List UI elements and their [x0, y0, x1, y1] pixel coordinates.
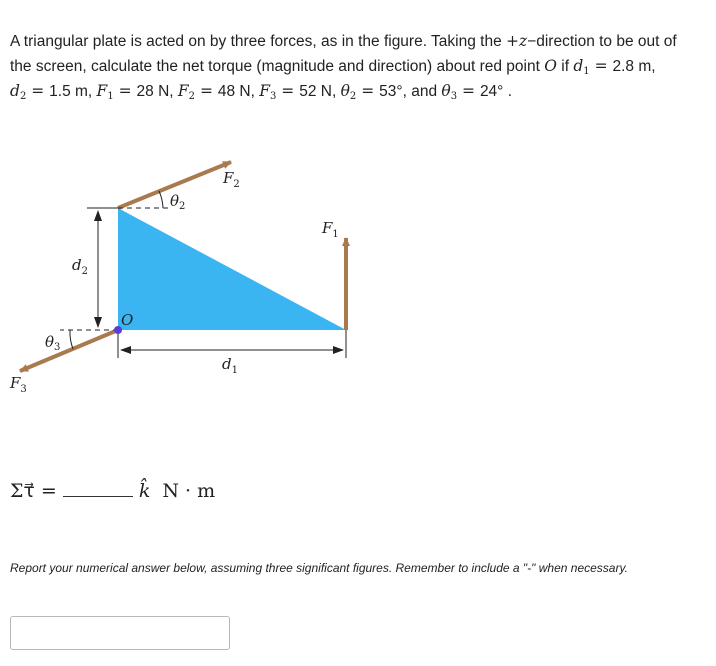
d1-symbol: d	[573, 57, 584, 75]
f2-symbol: F	[177, 82, 189, 100]
k-hat-unit-vector: k̂	[138, 480, 151, 502]
theta2-subscript: 2	[349, 91, 357, 102]
force-diagram	[0, 150, 716, 410]
net-torque-expression	[10, 478, 215, 502]
f1-value: 28 N,	[136, 83, 178, 100]
z-direction-symbol: +z	[506, 32, 528, 50]
problem-line-3	[10, 79, 710, 104]
d2-subscript: 2	[19, 91, 27, 102]
d1-subscript: 1	[583, 66, 590, 77]
problem-statement	[10, 29, 710, 104]
problem-text: .	[503, 83, 513, 100]
point-o-label: O	[121, 311, 134, 329]
answer-blank	[63, 478, 133, 497]
problem-text: A triangular plate is acted on by three forces, as in the figure. Taking the	[10, 33, 507, 50]
d2-label: $d_2$	[72, 256, 88, 277]
f2-value: 48 N,	[217, 83, 260, 100]
f1-symbol: F	[96, 82, 108, 100]
d2-symbol: d	[10, 82, 20, 100]
equals: =	[589, 57, 613, 75]
theta3-arc	[70, 330, 73, 349]
problem-text: if	[556, 58, 574, 75]
theta2-arc	[159, 191, 163, 208]
f1-label: $F_1$	[322, 219, 339, 240]
units-label: N · m	[162, 480, 216, 502]
point-o-symbol: O	[544, 57, 557, 75]
sigma-tau-label: Στ⃗ =	[10, 480, 57, 502]
answer-input[interactable]	[10, 616, 230, 650]
problem-text: −direction to be out of	[527, 33, 677, 50]
equals: =	[276, 82, 300, 100]
theta3-value: 24°	[479, 83, 504, 100]
theta3-label: $\theta_3$	[45, 333, 61, 353]
problem-line-2	[10, 54, 710, 79]
f3-label: $F_3$	[10, 374, 27, 395]
force-f3-arrow	[20, 330, 118, 371]
f3-value: 52 N,	[299, 83, 341, 100]
theta2-label: $\theta_2$	[170, 192, 186, 212]
equals: =	[113, 82, 137, 100]
d1-value: 2.8 m,	[612, 58, 656, 75]
f3-symbol: F	[259, 82, 270, 100]
theta2-value: 53°	[379, 83, 403, 100]
f3-subscript: 3	[270, 91, 277, 102]
problem-line-1	[10, 29, 710, 54]
d2-value: 1.5 m,	[49, 83, 97, 100]
report-instructions: Report your numerical answer below, assuming three significant figures. Remember to include a "-" when necessary.	[10, 561, 628, 575]
theta3-symbol: θ	[441, 82, 451, 100]
d1-label: $d_1$	[222, 355, 238, 376]
equals: =	[457, 82, 480, 100]
theta2-symbol: θ	[340, 82, 350, 100]
f2-label: $F_2$	[223, 169, 240, 190]
problem-text: the screen, calculate the net torque (magnitude and direction) about red point	[10, 58, 545, 75]
f1-subscript: 1	[107, 91, 114, 102]
equals: =	[195, 82, 218, 100]
theta3-subscript: 3	[450, 91, 458, 102]
triangular-plate	[118, 208, 346, 330]
f2-subscript: 2	[188, 91, 196, 102]
equals: =	[356, 82, 380, 100]
equals: =	[26, 82, 50, 100]
problem-text: , and	[402, 83, 442, 100]
